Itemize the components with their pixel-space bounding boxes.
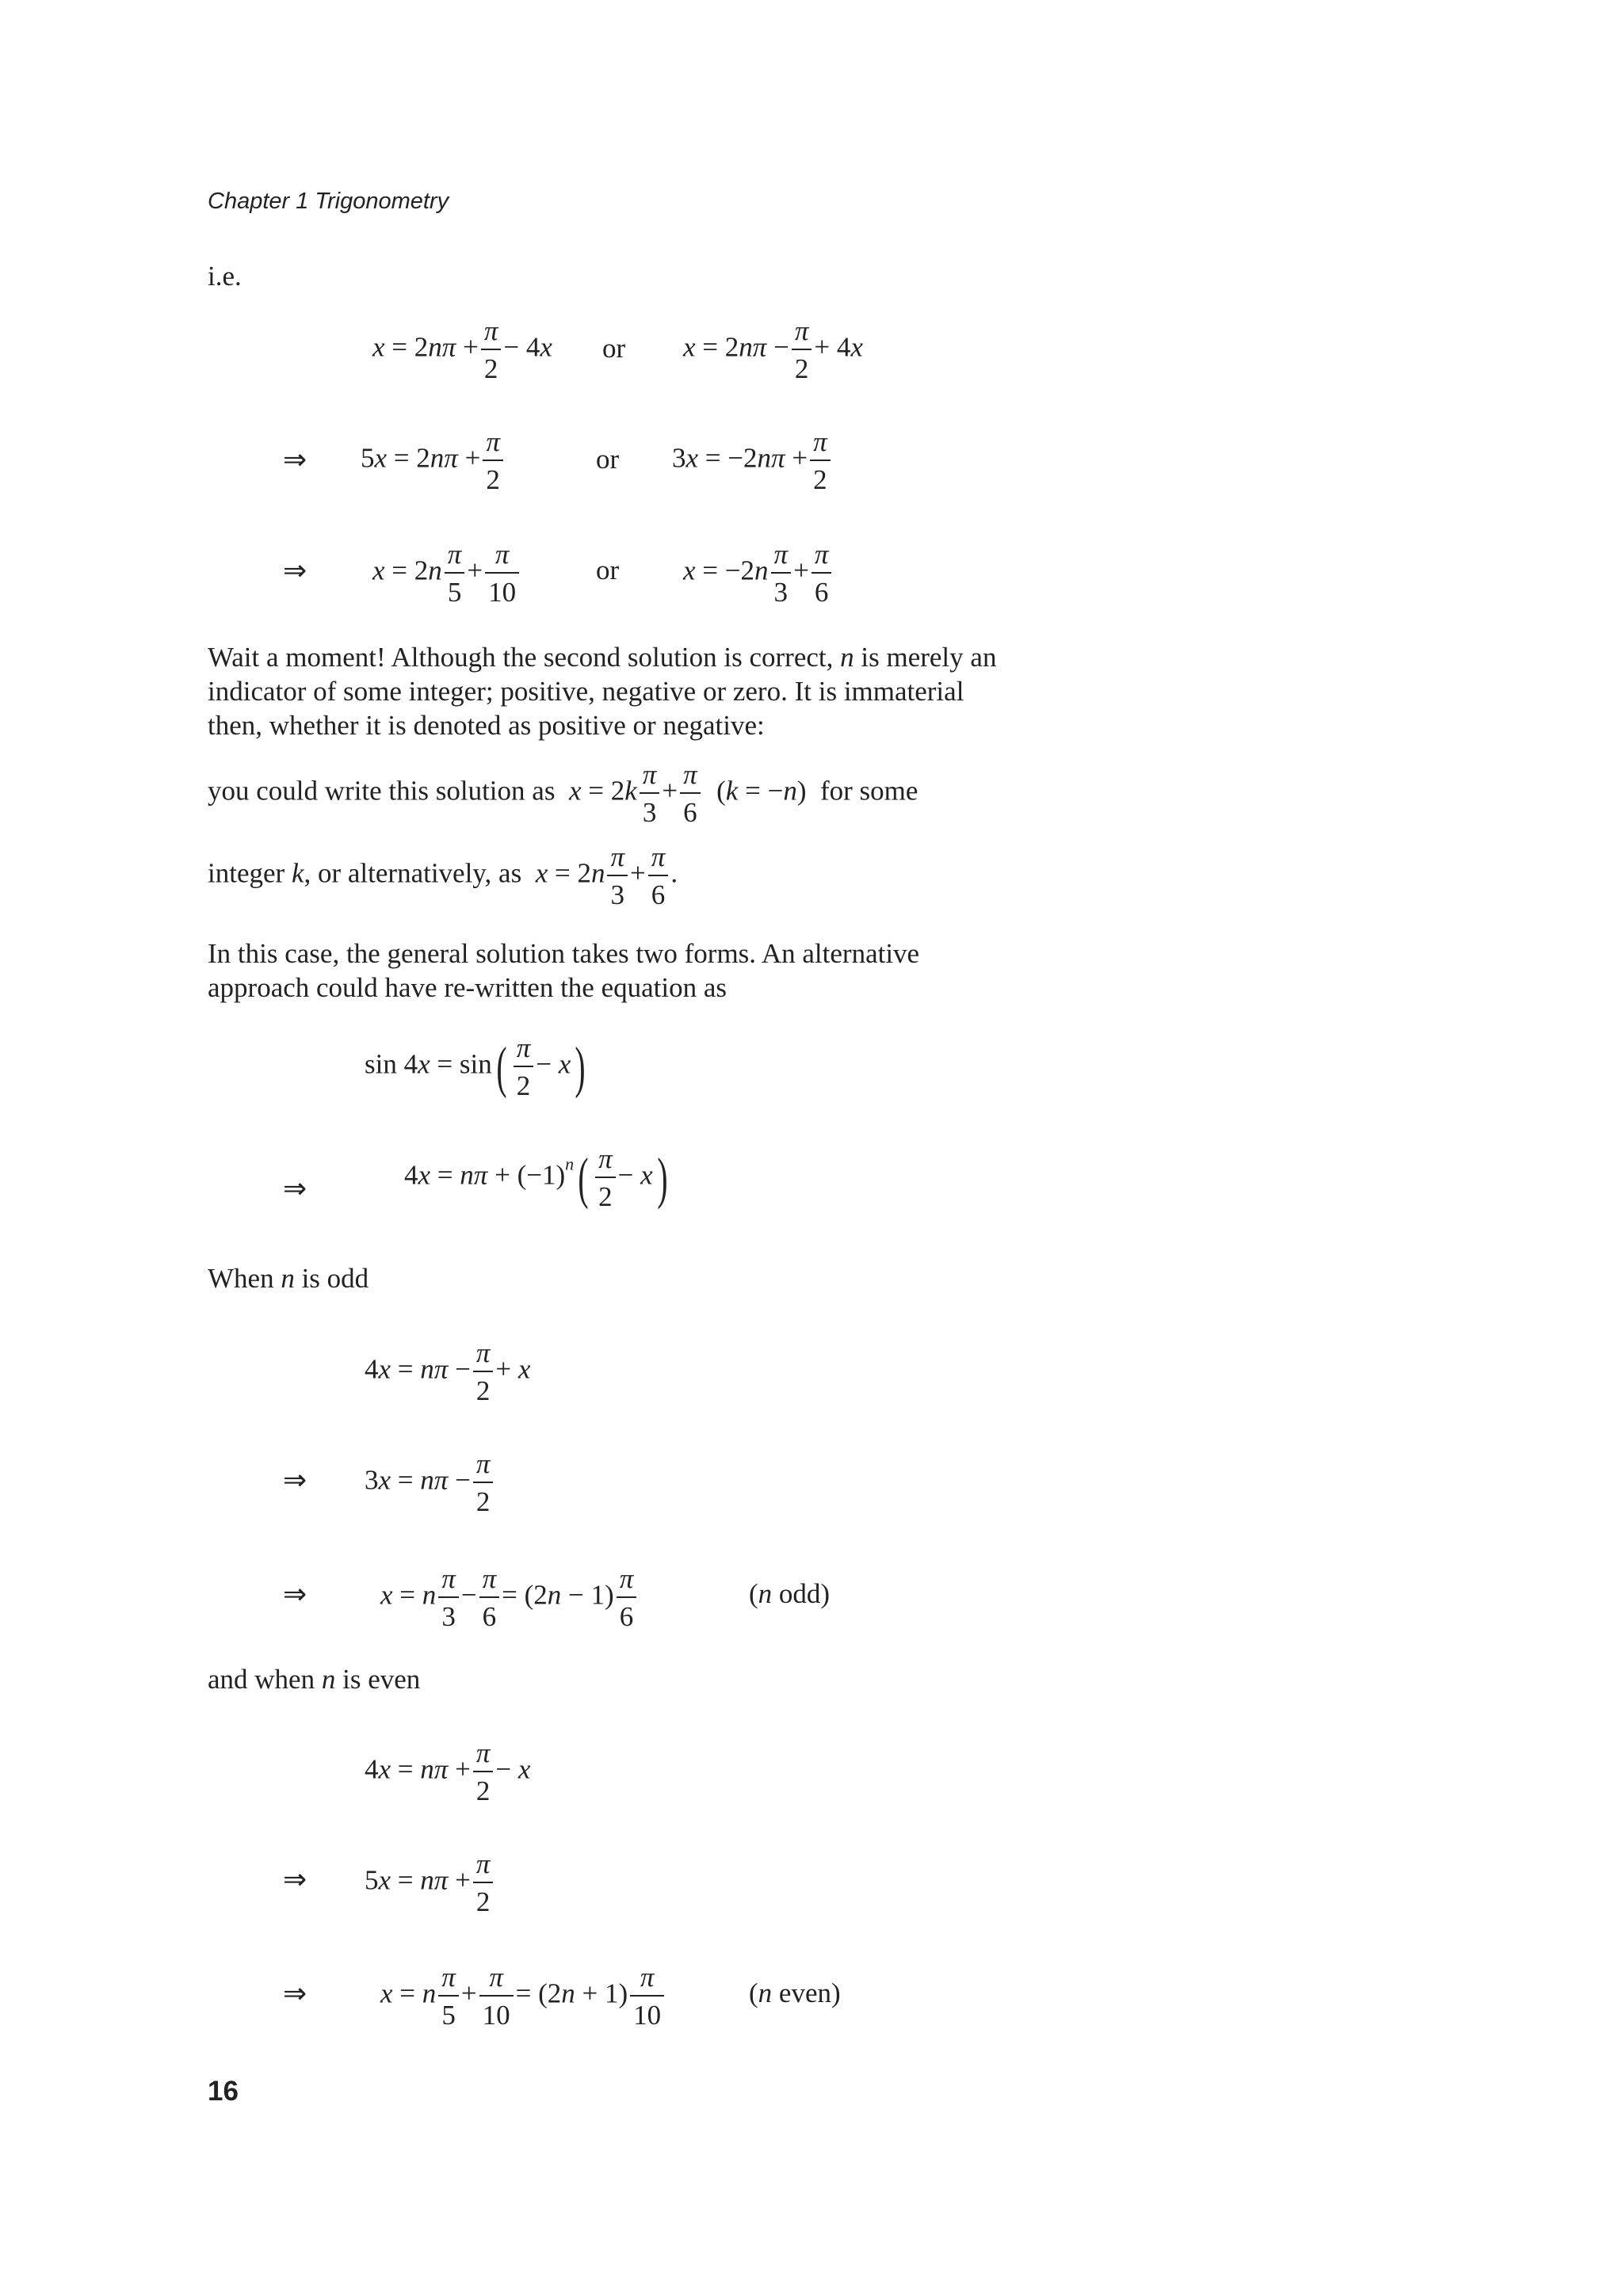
equation-3a: x = 2n $\frac{\pi}{5}$ + $\frac{\pi}{10}$ <box>372 540 521 606</box>
or-label: or <box>596 444 620 475</box>
implies-arrow: ⇒ <box>283 555 307 587</box>
implies-arrow: ⇒ <box>283 1578 307 1611</box>
implies-arrow: ⇒ <box>283 1464 307 1497</box>
equation-even-1: 4x = nπ + $\frac{\pi}{2}$ − x <box>365 1737 531 1806</box>
implies-arrow: ⇒ <box>283 1173 307 1205</box>
equation-2b: 3x = −2nπ + $\frac{\pi}{2}$ <box>672 428 833 494</box>
equation-1a: x = 2nπ + $\frac{\pi}{2}$ − 4x <box>372 315 552 384</box>
paragraph-integer-k: integer k, or alternatively, as x = 2n $\frac{\pi}{3}$ + $\frac{\pi}{6}$ . <box>208 841 678 910</box>
equation-odd-1: 4x = nπ − $\frac{\pi}{2}$ + x <box>365 1337 531 1406</box>
ie-label: i.e. <box>208 261 242 292</box>
paragraph-general-solution: In this case, the general solution takes two forms. An alternative approach could have re-written the equation as <box>208 938 920 1003</box>
paragraph-write-solution: you could write this solution as x = 2k $\frac{\pi}{3}$ + $\frac{\pi}{6}$ (k = −n) for some <box>208 759 918 828</box>
equation-sin: sin 4x = sin( $\frac{\pi}{2}$ − x) <box>365 1032 586 1101</box>
or-label: or <box>596 555 620 585</box>
equation-2a: 5x = 2nπ + $\frac{\pi}{2}$ <box>361 428 506 494</box>
when-n-odd: When n is odd <box>208 1263 369 1294</box>
implies-arrow: ⇒ <box>283 1978 307 2010</box>
equation-3b: x = −2n $\frac{\pi}{3}$ + $\frac{\pi}{6}$ <box>683 540 834 606</box>
paragraph-wait-moment: Wait a moment! Although the second solution is correct, n is merely an indicator of some integer; positive, negative or zero. It is immaterial then, whether it is denoted as positive or negative: <box>208 642 997 741</box>
equation-even-3: x = n $\frac{\pi}{5}$ + $\frac{\pi}{10}$ = (2n + 1) $\frac{\pi}{10}$ <box>380 1963 666 2029</box>
page-number: 16 <box>208 2076 239 2107</box>
equation-even-2: 5x = nπ + $\frac{\pi}{2}$ <box>365 1850 495 1916</box>
implies-arrow: ⇒ <box>283 1863 307 1896</box>
n-even-label: (n even) <box>749 1978 841 2008</box>
equation-general: $4x = n\pi + (-1)^n$( $\frac{\pi}{2}$ − x) <box>404 1143 668 1212</box>
implies-arrow: ⇒ <box>283 444 307 476</box>
equation-1b: x = 2nπ − $\frac{\pi}{2}$ + 4x <box>683 315 863 384</box>
n-odd-label: (n odd) <box>749 1578 831 1609</box>
equation-odd-3: x = n $\frac{\pi}{3}$ − $\frac{\pi}{6}$ = (2n − 1) $\frac{\pi}{6}$ <box>380 1565 639 1630</box>
or-label: or <box>602 333 626 364</box>
when-n-even: and when n is even <box>208 1664 421 1695</box>
chapter-header: Chapter 1 Trigonometry <box>208 189 449 214</box>
equation-odd-2: 3x = nπ − $\frac{\pi}{2}$ <box>365 1450 495 1516</box>
